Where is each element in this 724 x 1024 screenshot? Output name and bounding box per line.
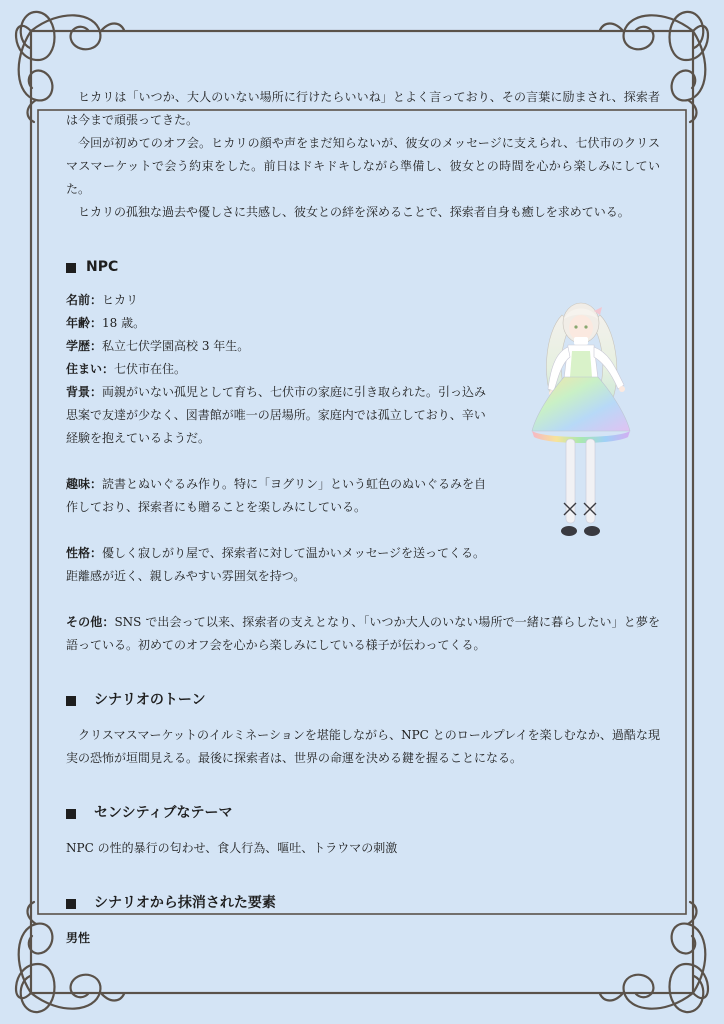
- npc-hobby-value: 読書とぬいぐるみ作り。特に「ヨグリン」という虹色のぬいぐるみを自作しており、探索者にも贈ることを楽しみにしている。: [66, 477, 487, 514]
- tone-heading: [66, 689, 660, 712]
- npc-other-label: その他：: [66, 615, 115, 629]
- tone-text: クリスマスマーケットのイルミネーションを堪能しながら、NPC とのロールプレイを楽しむなか、過酷な現実の恐怖が垣間見える。最後に探索者は、世界の命運を決める鍵を握ることになる。: [66, 728, 660, 765]
- npc-profile: [66, 289, 496, 588]
- npc-school-label: 学歴：: [66, 339, 103, 353]
- npc-school-value: 私立七伏学園高校 3 年生。: [102, 339, 250, 353]
- npc-heading-text: NPC: [86, 259, 119, 275]
- npc-background-value: 両親がいない孤児として育ち、七伏市の家庭に引き取られた。引っ込み思案で友達が少なく、図書館が唯一の居場所。家庭内では孤立しており、辛い経験を抱えているようだ。: [66, 385, 487, 445]
- square-bullet-icon: [66, 263, 76, 273]
- sensitive-text: NPC の性的暴行の匂わせ、食人行為、嘔吐、トラウマの刺激: [66, 841, 398, 855]
- sensitive-heading: [66, 802, 660, 825]
- character-illustration: [514, 293, 654, 555]
- npc-home-label: 住まい：: [66, 362, 115, 376]
- npc-school-row: [66, 335, 496, 358]
- document-content: [66, 86, 660, 950]
- npc-name-label: 名前：: [66, 293, 103, 307]
- npc-heading: [66, 256, 660, 279]
- npc-name-row: [66, 289, 496, 312]
- removed-text: 男性: [66, 931, 91, 945]
- square-bullet-icon: [66, 899, 76, 909]
- sensitive-heading-text: センシティブなテーマ: [94, 805, 233, 821]
- npc-home-row: [66, 358, 496, 381]
- npc-age-row: [66, 312, 496, 335]
- npc-age-label: 年齢：: [66, 316, 103, 330]
- npc-other-row: [66, 611, 660, 657]
- intro-paragraph: ヒカリの孤独な過去や優しさに共感し、彼女との絆を深めることで、探索者自身も癒しを求めている。: [78, 205, 630, 219]
- removed-heading: [66, 892, 660, 915]
- npc-background-row: [66, 381, 496, 450]
- npc-block: [66, 289, 660, 588]
- intro-paragraph: ヒカリは「いつか、大人のいない場所に行けたらいいね」とよく言っており、その言葉に励まされ、探索者は今まで頑張ってきた。: [66, 90, 660, 127]
- intro-paragraph: 今回が初めてのオフ会。ヒカリの顔や声をまだ知らないが、彼女のメッセージに支えられ、七伏市のクリスマスマーケットで会う約束をした。前日はドキドキしながら準備し、彼女との時間を心から楽しみにしていた。: [66, 136, 660, 196]
- npc-age-value: 18 歳。: [102, 316, 146, 330]
- npc-other-value: SNS で出会って以来、探索者の支えとなり、「いつか大人のいない場所で一緒に暮らしたい」と夢を語っている。初めてのオフ会を心から楽しみにしている様子が伝わってくる。: [66, 615, 660, 652]
- intro-section: [66, 86, 660, 224]
- npc-personality-row: [66, 542, 496, 588]
- removed-heading-text: シナリオから抹消された要素: [94, 895, 276, 911]
- square-bullet-icon: [66, 809, 76, 819]
- tone-heading-text: シナリオのトーン: [94, 692, 206, 708]
- npc-hobby-row: [66, 473, 496, 519]
- npc-background-label: 背景：: [66, 385, 103, 399]
- npc-personality-value: 優しく寂しがり屋で、探索者に対して温かいメッセージを送ってくる。距離感が近く、親しみやすい雰囲気を持つ。: [66, 546, 486, 583]
- npc-hobby-label: 趣味：: [66, 477, 103, 491]
- square-bullet-icon: [66, 696, 76, 706]
- npc-home-value: 七伏市在住。: [114, 362, 187, 376]
- npc-name-value: ヒカリ: [102, 293, 139, 307]
- npc-personality-label: 性格：: [66, 546, 103, 560]
